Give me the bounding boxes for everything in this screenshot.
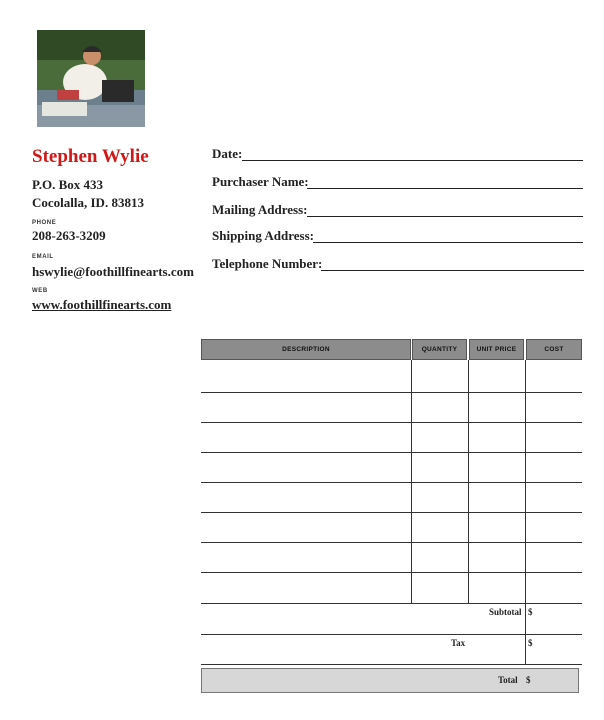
date-field[interactable] (212, 146, 583, 162)
website-link[interactable]: www.foothillfinearts.com (32, 297, 172, 312)
row-divider (201, 634, 582, 635)
tax-label: Tax (451, 638, 466, 648)
header-description: DESCRIPTION (201, 339, 411, 360)
purchaser-name-field[interactable] (212, 174, 583, 190)
header-unit-price: UNIT PRICE (469, 339, 524, 360)
date-line (242, 160, 583, 161)
tax-currency: $ (528, 638, 533, 648)
telephone-number-field[interactable] (212, 256, 584, 272)
row-divider (201, 422, 582, 423)
subtotal-currency: $ (528, 607, 533, 617)
subtotal-label: Subtotal (489, 607, 522, 617)
total-label: Total (498, 675, 518, 685)
shipping-address-field[interactable] (212, 228, 583, 244)
row-divider (201, 452, 582, 453)
email-caption: EMAIL (32, 254, 54, 260)
total-currency: $ (526, 675, 531, 685)
row-divider (201, 664, 582, 665)
purchaser-name-label: Purchaser Name: (212, 174, 309, 189)
address-line-1: P.O. Box 433 (32, 177, 104, 192)
total-bar (201, 668, 579, 693)
order-table (201, 339, 582, 694)
row-divider (201, 512, 582, 513)
purchaser-name-line (307, 188, 583, 189)
telephone-number-line (321, 270, 584, 271)
artist-photo (37, 30, 145, 127)
phone-caption: PHONE (32, 220, 57, 226)
row-divider (201, 542, 582, 543)
shipping-address-line (313, 242, 583, 243)
row-divider (201, 392, 582, 393)
phone-number: 208-263-3209 (32, 228, 106, 243)
web-caption: WEB (32, 288, 48, 294)
email-link[interactable]: hswylie@foothillfinearts.com (32, 264, 194, 279)
artist-name: Stephen Wylie (32, 146, 149, 167)
shipping-address-label: Shipping Address: (212, 228, 315, 243)
date-label: Date: (212, 146, 243, 161)
telephone-number-label: Telephone Number: (212, 256, 323, 271)
header-cost: COST (526, 339, 582, 360)
header-quantity: QUANTITY (412, 339, 467, 360)
mailing-address-label: Mailing Address: (212, 202, 308, 217)
mailing-address-field[interactable] (212, 202, 583, 218)
row-divider (201, 603, 582, 604)
mailing-address-line (307, 216, 583, 217)
address-line-2: Cocolalla, ID. 83813 (32, 195, 144, 210)
row-divider (201, 572, 582, 573)
row-divider (201, 482, 582, 483)
